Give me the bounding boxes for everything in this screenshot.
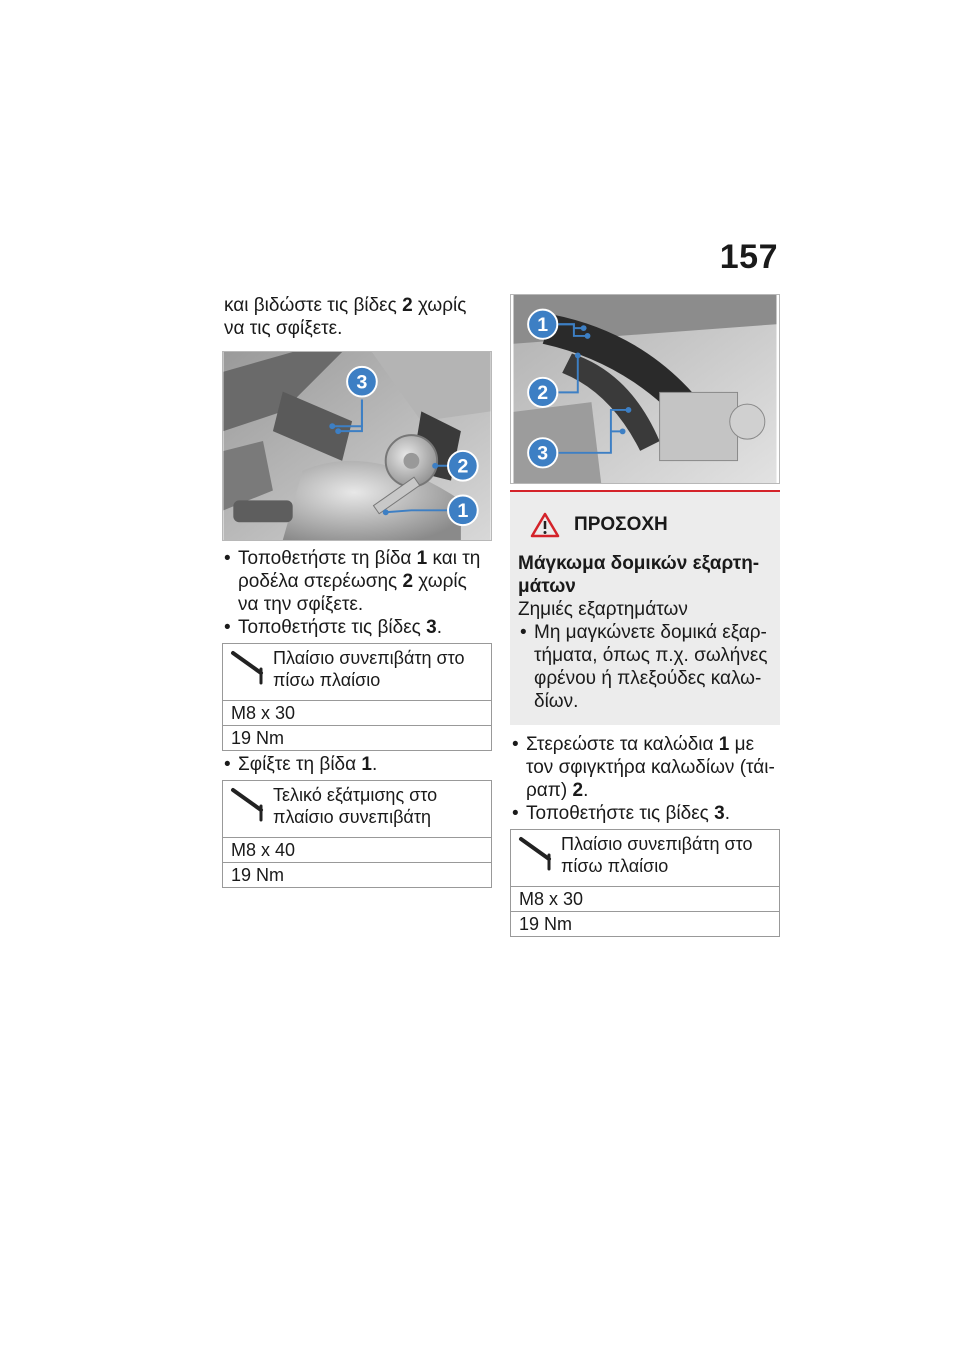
caution-bullet: • Μη μαγκώνετε δομικά εξαρ-τήματα, όπως π.χ. σωλήνες φρένου ή πλεξούδες καλω-δίων.: [518, 621, 772, 713]
photo-exhaust-mounting: [222, 351, 492, 541]
photo-callout: 2: [457, 455, 469, 478]
torque-title: Τελικό εξάτμισης στο πλαίσιο συνεπιβάτη: [273, 785, 438, 827]
torque-title: Πλαίσιο συνεπιβάτη στο πίσω πλαίσιο: [561, 834, 753, 876]
bullet-item: • Στερεώστε τα καλώδια 1 με τον σφιγκτήρα καλωδίων (τάι-ραπ) 2.: [510, 733, 780, 802]
torque-spec-box: [510, 829, 780, 937]
photo-callout: 1: [537, 314, 549, 337]
intro-text: και βιδώστε τις βίδες 2 χωρίς να τις σφίξετε.: [224, 295, 467, 339]
photo-callout: 2: [537, 382, 549, 405]
torque-value: 19 Nm: [511, 911, 779, 936]
bolt-size: M8 x 30: [231, 703, 296, 723]
torque-spec-box: [222, 643, 492, 751]
torque-wrench-icon: [227, 647, 273, 697]
photo-callout: 3: [537, 442, 549, 465]
caution-title: ΠΡΟΣΟΧΗ: [574, 514, 668, 535]
torque-value: 19 Nm: [223, 725, 491, 750]
photo-callout: 1: [457, 500, 469, 523]
warning-triangle-icon: [530, 512, 560, 538]
caution-description: Ζημιές εξαρτημάτων: [518, 599, 688, 620]
caution-subtitle: Μάγκωμα δομικών εξαρτη-μάτων: [518, 553, 760, 597]
right-column: [510, 294, 780, 939]
bolt-size: M8 x 30: [519, 889, 584, 909]
page-number: 157: [719, 238, 778, 276]
bullet-item: • Τοποθετήστε τη βίδα 1 και τη ροδέλα στερέωσης 2 χωρίς να την σφίξετε.: [222, 547, 492, 616]
torque-value: 19 Nm: [223, 862, 491, 887]
photo-callout: 3: [356, 371, 368, 394]
torque-spec-box: [222, 780, 492, 888]
torque-wrench-icon: [515, 833, 561, 883]
left-column: [222, 294, 492, 890]
photo-cable-routing: [510, 294, 780, 484]
caution-box: [510, 490, 780, 725]
bullet-item: • Τοποθετήστε τις βίδες 3.: [510, 802, 780, 825]
torque-title: Πλαίσιο συνεπιβάτη στο πίσω πλαίσιο: [273, 648, 465, 690]
torque-wrench-icon: [227, 784, 273, 834]
bullet-item: • Σφίξτε τη βίδα 1.: [222, 753, 492, 776]
bullet-item: • Τοποθετήστε τις βίδες 3.: [222, 616, 492, 639]
bolt-size: M8 x 40: [231, 840, 296, 860]
